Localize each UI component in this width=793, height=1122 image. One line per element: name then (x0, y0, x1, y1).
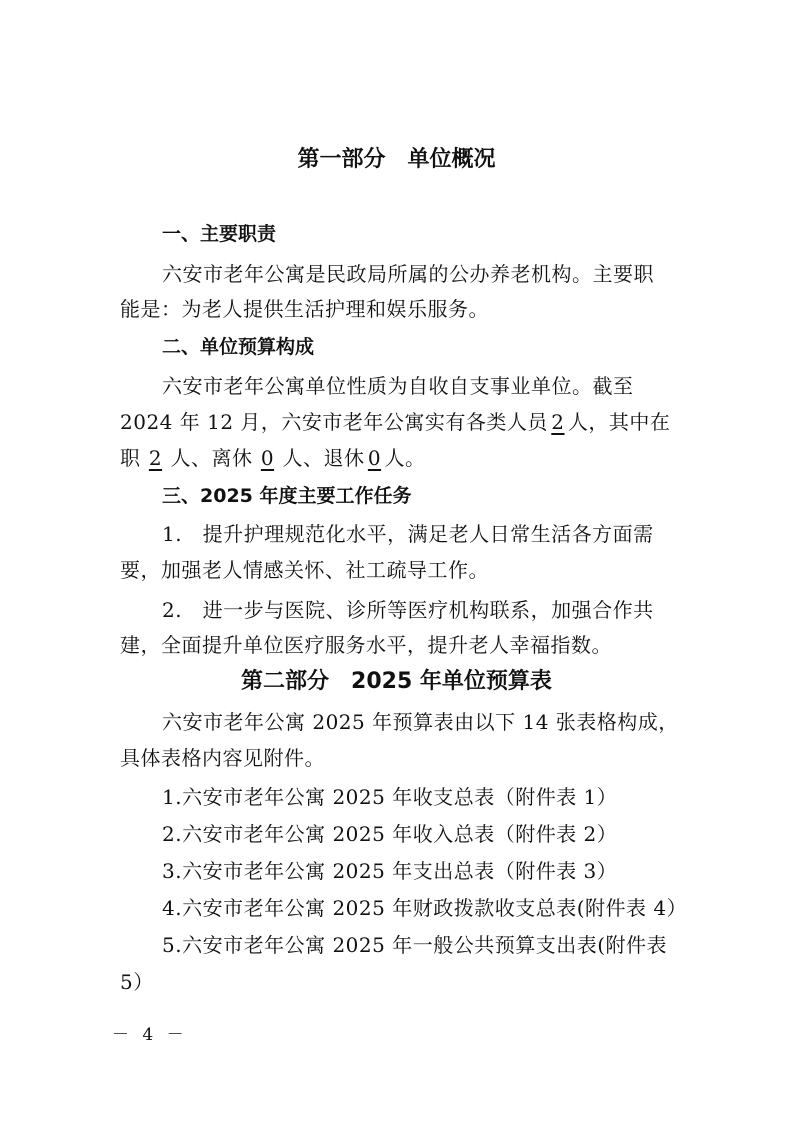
section3-heading: 三、2025 年度主要工作任务 (162, 485, 412, 507)
section2-line2-text-b: 人，其中在 (567, 410, 671, 434)
list-item: 2.六安市老年公寓 2025 年收入总表（附件表 2） (162, 822, 618, 846)
staff-total-value: 2 (551, 410, 565, 434)
section1-line2: 能是：为老人提供生活护理和娱乐服务。 (120, 297, 489, 321)
section1-line1: 六安市老年公寓是民政局所属的公办养老机构。主要职 (162, 262, 654, 286)
on-duty-value: 2 (148, 446, 163, 470)
section2-line3-text-a: 职 (120, 446, 141, 470)
section1-heading: 一、主要职责 (162, 223, 277, 245)
list-item: 1.六安市老年公寓 2025 年收支总表（附件表 1） (162, 785, 618, 809)
task1-line2: 要，加强老人情感关怀、社工疏导工作。 (120, 558, 489, 582)
list-item-continuation: 5） (120, 970, 154, 994)
part2-intro-line1: 六安市老年公寓 2025 年预算表由以下 14 张表格构成， (162, 710, 679, 734)
section2-line2-text-a: 2024 年 12 月，六安市老年公寓实有各类人员 (120, 410, 548, 434)
list-item: 4.六安市老年公寓 2025 年财政拨款收支总表(附件表 4） (162, 896, 688, 920)
tuixiu-value: 0 (367, 446, 382, 470)
task1-line1: 1. 提升护理规范化水平，满足老人日常生活各方面需 (162, 522, 654, 546)
part1-title: 第一部分 单位概况 (297, 147, 496, 172)
list-item: 5.六安市老年公寓 2025 年一般公共预算支出表(附件表 (162, 933, 667, 957)
part2-title: 第二部分 2025 年单位预算表 (241, 669, 552, 694)
section2-line3-text-c: 人、退休 (282, 446, 365, 470)
list-item: 3.六安市老年公寓 2025 年支出总表（附件表 3） (162, 859, 618, 883)
section2-line3-text-b: 人、离休 (170, 446, 253, 470)
section2-line3 (120, 442, 426, 471)
section2-heading: 二、单位预算构成 (162, 336, 315, 358)
lixiu-value: 0 (260, 446, 275, 470)
task2-line1: 2. 进一步与医院、诊所等医疗机构联系，加强合作共 (162, 598, 654, 622)
page-number: － 4 － (112, 1025, 188, 1045)
section2-line3-text-d: 人。 (384, 446, 426, 470)
task2-line2: 建，全面提升单位医疗服务水平，提升老人幸福指数。 (120, 633, 612, 657)
part2-intro-line2: 具体表格内容见附件。 (120, 746, 325, 770)
section2-line2 (120, 406, 670, 435)
section2-line1: 六安市老年公寓单位性质为自收自支事业单位。截至 (162, 374, 634, 398)
